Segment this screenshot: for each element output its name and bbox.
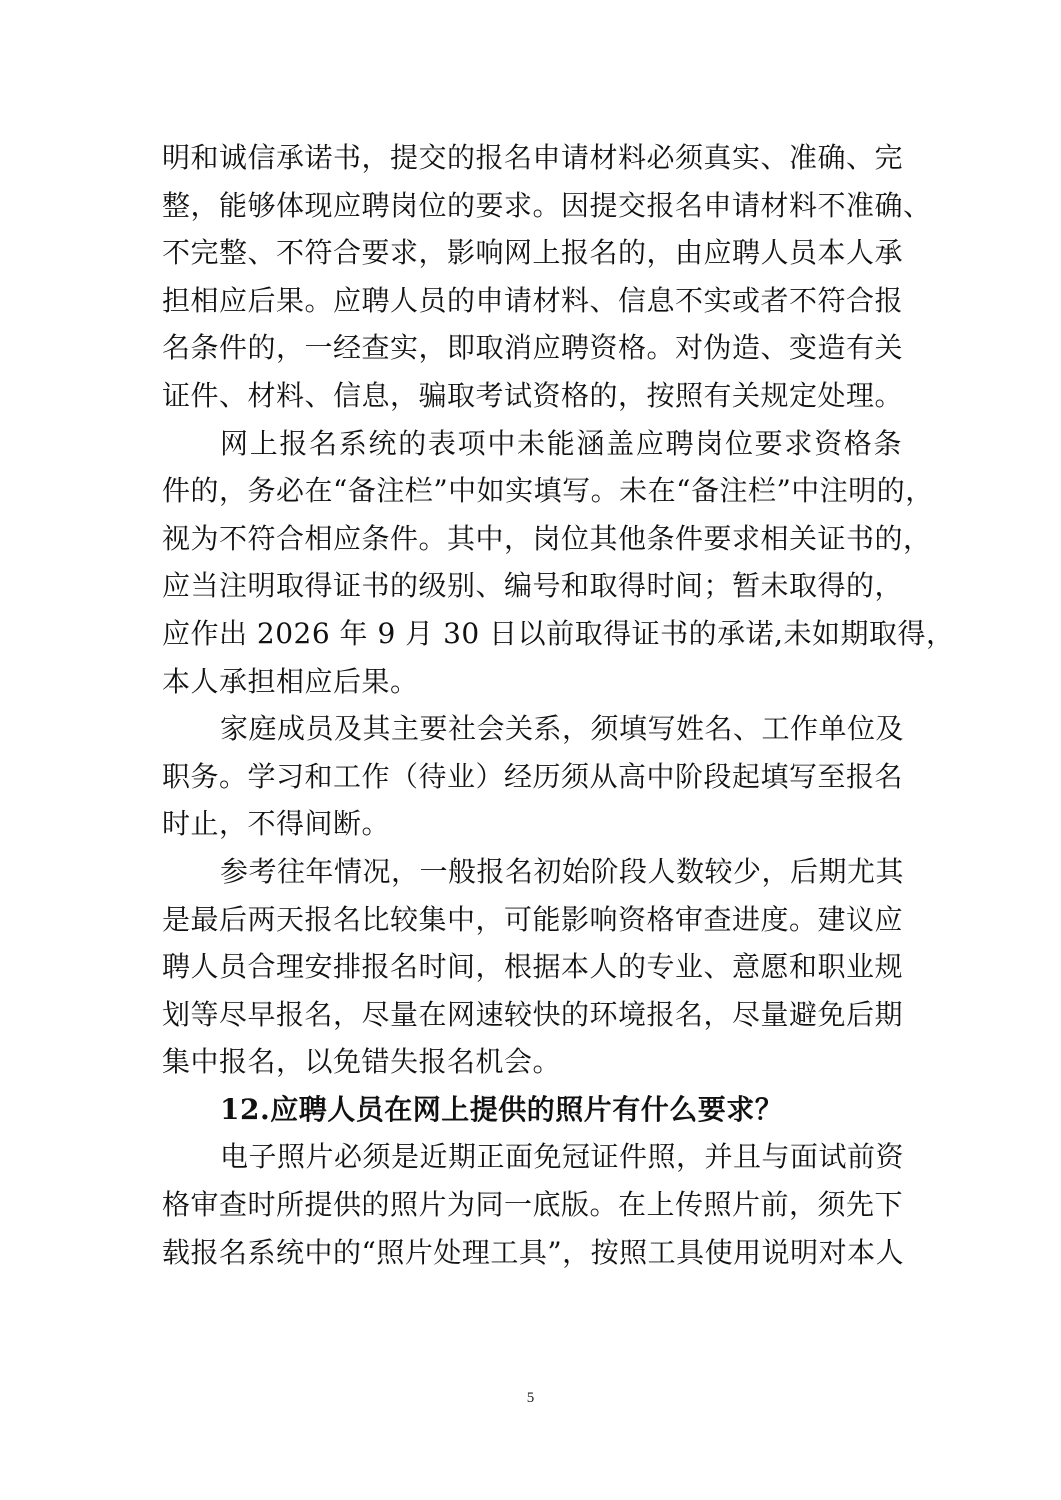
text-line: 名条件的，一经查实，即取消应聘资格。对伪造、变造有关: [162, 331, 904, 365]
text-line: 本人承担相应后果。: [162, 664, 419, 698]
text-line: 担相应后果。应聘人员的申请材料、信息不实或者不符合报: [162, 283, 904, 317]
text-line: 参考往年情况，一般报名初始阶段人数较少，后期尤其: [220, 854, 905, 888]
text-line: 应作出 2026 年 9 月 30 日以前取得证书的承诺,未如期取得，: [162, 616, 955, 650]
page-number: 5: [526, 1390, 535, 1406]
text-line: 网上报名系统的表项中未能涵盖应聘岗位要求资格条: [220, 426, 902, 460]
text-line: 格审查时所提供的照片为同一底版。在上传照片前，须先下: [162, 1188, 904, 1222]
text-line: 是最后两天报名比较集中，可能影响资格审查进度。建议应: [162, 902, 904, 936]
text-line: 家庭成员及其主要社会关系，须填写姓名、工作单位及: [220, 712, 905, 746]
text-line: 划等尽早报名，尽量在网速较快的环境报名，尽量避免后期: [162, 997, 904, 1031]
section-heading: 12.应聘人员在网上提供的照片有什么要求？: [220, 1092, 784, 1126]
text-line: 整，能够体现应聘岗位的要求。因提交报名申请材料不准确、: [162, 188, 932, 222]
text-line: 应当注明取得证书的级别、编号和取得时间；暂未取得的，: [162, 569, 904, 603]
text-line: 证件、材料、信息，骗取考试资格的，按照有关规定处理。: [162, 378, 904, 412]
text-line: 时止，不得间断。: [162, 807, 391, 841]
text-line: 电子照片必须是近期正面免冠证件照，并且与面试前资: [220, 1140, 905, 1174]
text-line: 明和诚信承诺书，提交的报名申请材料必须真实、准确、完: [162, 141, 904, 174]
text-line: 职务。学习和工作（待业）经历须从高中阶段起填写至报名: [162, 759, 904, 793]
body-text: [162, 134, 955, 1276]
text-line: 不完整、不符合要求，影响网上报名的，由应聘人员本人承: [162, 236, 904, 270]
text-line: 集中报名，以免错失报名机会。: [162, 1045, 562, 1079]
text-line: 视为不符合相应条件。其中，岗位其他条件要求相关证书的，: [162, 521, 932, 555]
text-line: 载报名系统中的“照片处理工具”，按照工具使用说明对本人: [162, 1235, 905, 1269]
text-line: 聘人员合理安排报名时间，根据本人的专业、意愿和职业规: [162, 950, 904, 984]
text-line: 件的，务必在“备注栏”中如实填写。未在“备注栏”中注明的，: [162, 474, 934, 508]
